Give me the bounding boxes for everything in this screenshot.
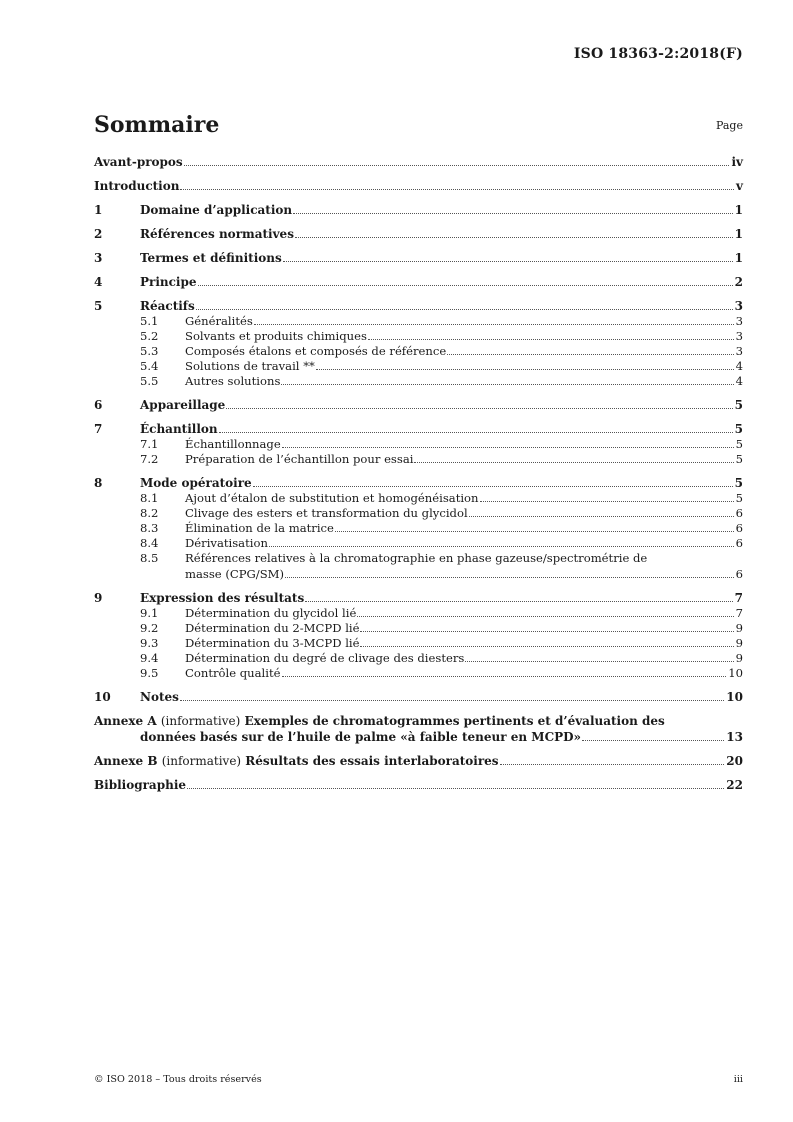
dot-leader [500,764,725,765]
toc-subentry-page: 3 [735,329,743,343]
dot-leader [180,700,724,701]
dot-leader [196,309,733,310]
toc-entry-foreword[interactable] [94,155,743,169]
dot-leader [198,285,733,286]
toc-subentry-number: 8.1 [140,491,159,505]
toc-subentry-number: 9.1 [140,606,159,620]
dot-leader [219,432,733,433]
toc-entry-section-5[interactable] [94,299,743,313]
dot-leader [254,324,734,325]
toc-subentry-text-line2: masse (CPG/SM) [185,567,285,581]
toc-subentry-text: Contrôle qualité [185,666,281,680]
toc-subentry-page: 3 [735,344,743,358]
toc-subentry-text: Élimination de la matrice [185,521,334,535]
toc-entry-number: 2 [94,227,103,241]
toc-subentry-9-5[interactable] [94,666,743,680]
toc-entry-number: 10 [94,690,111,704]
toc-entry-annex-a[interactable] [94,714,743,744]
dot-leader [465,661,733,662]
toc-subentry-text: Détermination du 3-MCPD lié [185,636,360,650]
toc-subentry-number: 5.3 [140,344,159,358]
toc-subentry-text: Dérivatisation [185,536,268,550]
toc-entry-text: Expression des résultats [140,591,305,605]
toc-subentry-page: 9 [735,621,743,635]
toc-entry-text: Domaine d’application [140,203,293,217]
toc-subentry-text: Solutions de travail ** [185,359,315,373]
toc-subentry-number: 5.2 [140,329,159,343]
toc-entry-page: 5 [734,476,743,490]
toc-entry-text: Réactifs [140,299,195,313]
toc-subentry-number: 7.2 [140,452,159,466]
toc-entry-page: 20 [726,754,743,768]
toc-entry-number: 4 [94,275,103,289]
dot-leader [305,601,732,602]
toc-entry-number: 6 [94,398,103,412]
dot-leader [187,788,724,789]
copyright-notice: © ISO 2018 – Tous droits réservés [94,1074,262,1085]
toc-subentry-9-4[interactable] [94,651,743,665]
toc-subentry-page: 7 [735,606,743,620]
toc-entry-section-9[interactable] [94,591,743,605]
toc-subentry-text: Préparation de l’échantillon pour essai [185,452,414,466]
dot-leader [282,676,727,677]
dot-leader [316,369,734,370]
toc-subentry-text: Autres solutions [185,374,281,388]
dot-leader [414,462,733,463]
toc-subentry-page: 6 [735,567,743,581]
toc-entry-number: 7 [94,422,103,436]
toc-subentry-7-2[interactable] [94,452,743,466]
toc-entry-page: 1 [734,227,743,241]
toc-subentry-page: 5 [735,437,743,451]
toc-subentry-number: 8.3 [140,521,159,535]
toc-subentry-7-1[interactable] [94,437,743,451]
toc-entry-text: Principe [140,275,197,289]
document-id: ISO 18363-2:2018(F) [573,46,743,62]
toc-entry-introduction[interactable] [94,179,743,193]
toc-subentry-number: 8.2 [140,506,159,520]
toc-subentry-8-3[interactable] [94,521,743,535]
toc-subentry-page: 4 [735,359,743,373]
toc-subentry-page: 6 [735,536,743,550]
toc-subentry-8-4[interactable] [94,536,743,550]
dot-leader [295,237,733,238]
toc-entry-number: 9 [94,591,103,605]
toc-entry-number: 5 [94,299,103,313]
toc-subentry-number: 8.4 [140,536,159,550]
toc-entry-text: Références normatives [140,227,294,241]
toc-subentry-text: Détermination du 2-MCPD lié [185,621,360,635]
annex-label: Annexe A [94,714,157,728]
annex-title: Résultats des essais interlaboratoires [245,754,499,768]
toc-entry-page: 22 [726,778,743,792]
toc-entry-text: Termes et définitions [140,251,282,265]
toc-subentry-text: Solvants et produits chimiques [185,329,367,343]
toc-entry-page: 7 [734,591,743,605]
dot-leader [293,213,733,214]
toc-subentry-9-2[interactable] [94,621,743,635]
page-column-label: Page [715,119,743,132]
toc-entry-page: v [736,179,743,193]
toc-entry-bibliography[interactable] [94,778,743,792]
toc-subentry-text: Détermination du degré de clivage des diesters [185,651,465,665]
dot-leader [281,384,733,385]
dot-leader [469,516,734,517]
annex-type: (informative) [160,714,241,728]
toc-entry-number: 3 [94,251,103,265]
toc-subentry-5-4[interactable] [94,359,743,373]
toc-subentry-number: 7.1 [140,437,159,451]
toc-subentry-8-5[interactable] [94,551,743,581]
toc-entry-number: 1 [94,203,103,217]
dot-leader [180,189,734,190]
dot-leader [283,261,733,262]
dot-leader [269,546,734,547]
toc-subentry-page: 5 [735,491,743,505]
toc-entry-text: Introduction [94,179,180,193]
toc-entry-page: 10 [726,690,743,704]
dot-leader [282,447,734,448]
toc-entry-number: 8 [94,476,103,490]
toc-subentry-text: Détermination du glycidol lié [185,606,357,620]
dot-leader [480,501,734,502]
toc-entry-section-8[interactable] [94,476,743,490]
dot-leader [253,486,733,487]
toc-subentry-9-3[interactable] [94,636,743,650]
toc-entry-page: 13 [726,730,743,744]
page-number: iii [733,1074,743,1085]
toc-entry-section-4[interactable] [94,275,743,289]
toc-subentry-page: 6 [735,521,743,535]
toc-subentry-number: 8.5 [140,551,159,565]
dot-leader [184,165,730,166]
toc-subentry-number: 5.4 [140,359,159,373]
toc-subentry-text: Ajout d’étalon de substitution et homogénéisation [185,491,479,505]
toc-entry-page: iv [731,155,743,169]
toc-subentry-page: 6 [735,506,743,520]
toc-subentry-text: Généralités [185,314,253,328]
annex-type: (informative) [161,754,242,768]
toc-subentry-number: 5.1 [140,314,159,328]
toc-entry-text: Notes [140,690,179,704]
dot-leader [285,577,734,578]
toc-subentry-text: Composés étalons et composés de référence [185,344,447,358]
toc-entry-section-7[interactable] [94,422,743,436]
toc-subentry-5-1[interactable] [94,314,743,328]
toc-subentry-number: 5.5 [140,374,159,388]
toc-subentry-text-line1: Références relatives à la chromatographie en phase gazeuse/spectrométrie de [185,551,648,565]
toc-subentry-8-2[interactable] [94,506,743,520]
toc-subentry-5-2[interactable] [94,329,743,343]
toc-entry-page: 1 [734,251,743,265]
toc-entry-section-3[interactable] [94,251,743,265]
toc-subentry-8-1[interactable] [94,491,743,505]
toc-subentry-number: 9.2 [140,621,159,635]
toc-entry-page: 3 [734,299,743,313]
dot-leader [582,740,724,741]
toc-subentry-page: 3 [735,314,743,328]
dot-leader [360,646,733,647]
toc-subentry-page: 9 [735,636,743,650]
page-title: Sommaire [94,112,220,138]
toc-subentry-text: Clivage des esters et transformation du glycidol [185,506,468,520]
toc-entry-text: Bibliographie [94,778,187,792]
toc-subentry-number: 9.3 [140,636,159,650]
toc-entry-section-2[interactable] [94,227,743,241]
dot-leader [357,616,733,617]
table-of-contents [94,155,743,792]
toc-entry-page: 2 [734,275,743,289]
toc-subentry-number: 9.5 [140,666,159,680]
toc-entry-section-6[interactable] [94,398,743,412]
dot-leader [335,531,734,532]
toc-subentry-page: 9 [735,651,743,665]
toc-subentry-text: Échantillonnage [185,437,281,451]
annex-title-line1: Exemples de chromatogrammes pertinents et d’évaluation des [244,714,665,728]
toc-subentry-page: 5 [735,452,743,466]
toc-subentry-number: 9.4 [140,651,159,665]
toc-entry-section-1[interactable] [94,203,743,217]
dot-leader [368,339,734,340]
dot-leader [226,408,732,409]
toc-entry-annex-b[interactable] [94,754,743,768]
toc-entry-page: 5 [734,422,743,436]
toc-subentry-5-3[interactable] [94,344,743,358]
toc-entry-text: Appareillage [140,398,226,412]
dot-leader [447,354,733,355]
dot-leader [360,631,733,632]
toc-entry-section-10[interactable] [94,690,743,704]
toc-entry-page: 1 [734,203,743,217]
toc-entry-text: Mode opératoire [140,476,252,490]
toc-subentry-9-1[interactable] [94,606,743,620]
toc-entry-text: Échantillon [140,422,218,436]
toc-entry-page: 5 [734,398,743,412]
toc-subentry-page: 4 [735,374,743,388]
annex-title-line2: données basés sur de l’huile de palme «à faible teneur en MCPD» [140,730,582,744]
annex-label: Annexe B [94,754,158,768]
toc-subentry-page: 10 [728,666,743,680]
toc-subentry-5-5[interactable] [94,374,743,388]
toc-entry-text: Avant-propos [94,155,183,169]
